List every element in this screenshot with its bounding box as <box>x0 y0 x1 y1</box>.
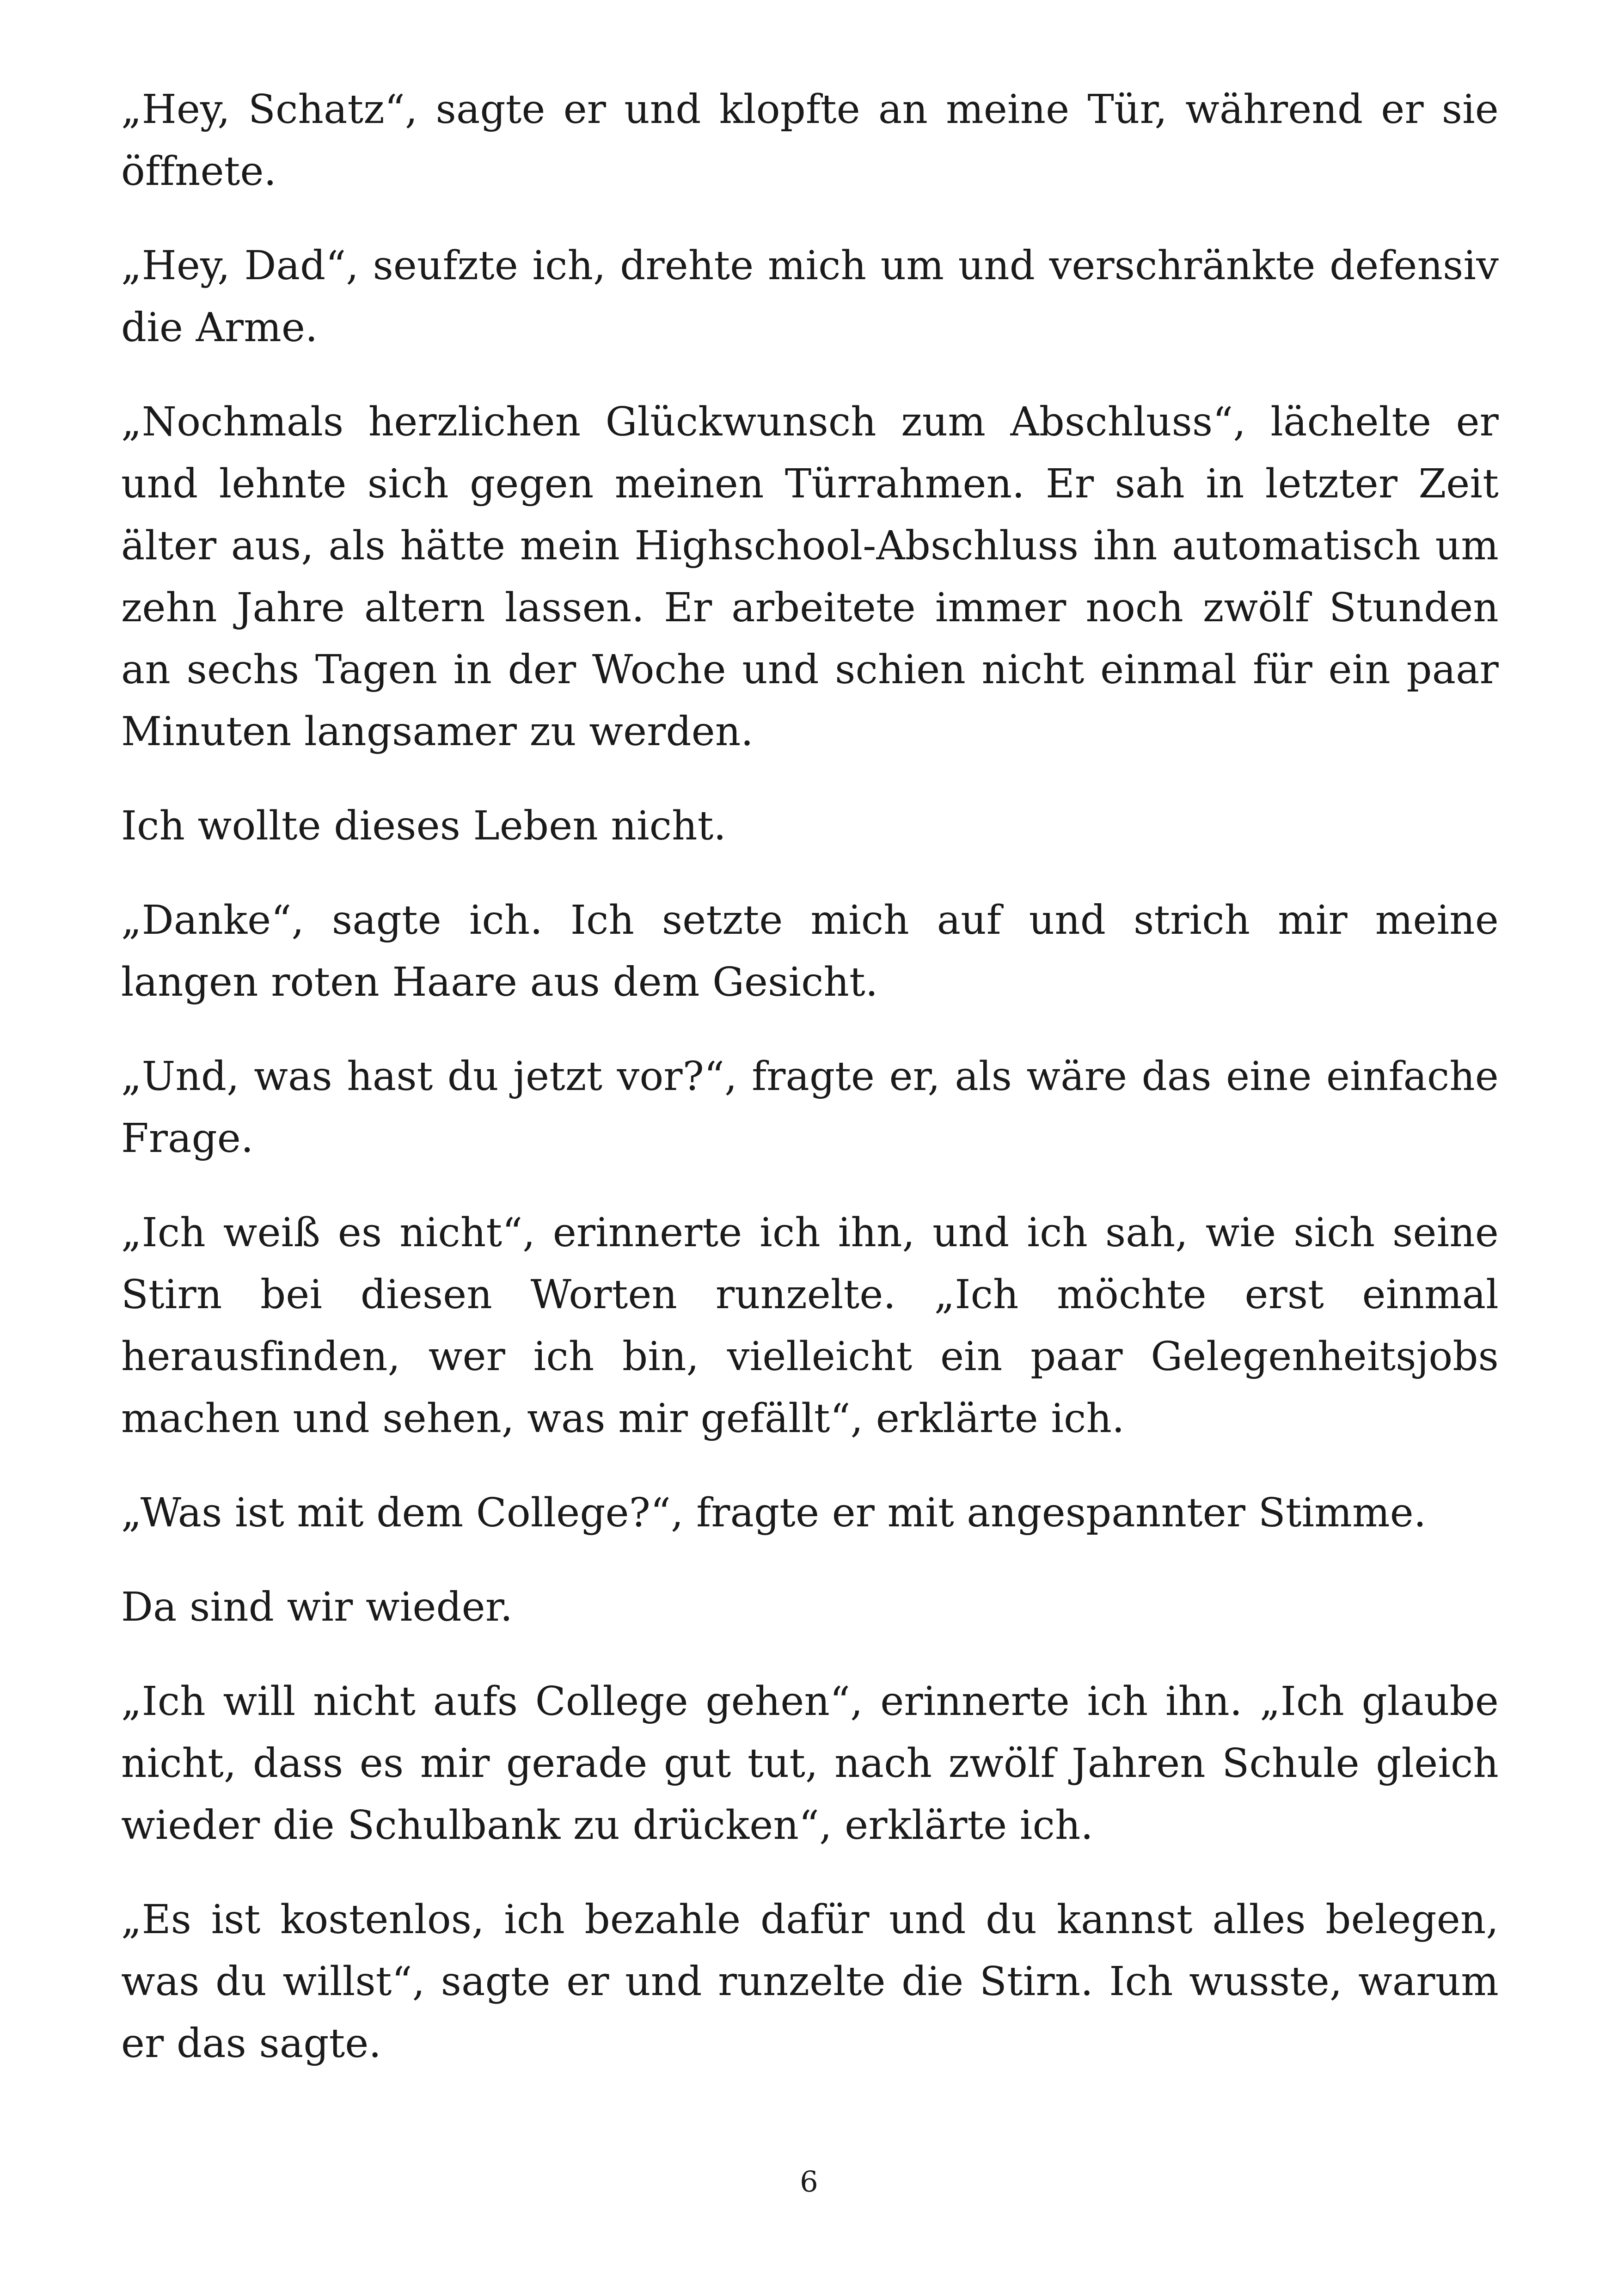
paragraph: Da sind wir wieder. <box>121 1584 513 1630</box>
paragraph: „Hey, Dad“, seufzte ich, drehte mich um und verschränkte defensiv die Arme. <box>121 243 1499 351</box>
paragraph: „Nochmals herzlichen Glückwunsch zum Abschluss“, lächelte er und lehnte sich gegen meinen Türrahmen. Er sah in letzter Zeit älter aus, als hätte mein Highschool-Abschluss ihn automatisch um zehn Jahre altern lassen. Er arbeitete immer noch zwölf Stunden an sechs Tagen in der Woche und schien nicht einmal für ein paar Minuten langsamer zu werden. <box>121 399 1499 755</box>
paragraph: „Es ist kostenlos, ich bezahle dafür und du kannst alles belegen, was du willst“, sagte er und runzelte die Stirn. Ich wusste, warum er das sagte. <box>121 1897 1499 2067</box>
paragraph: „Hey, Schatz“, sagte er und klopfte an meine Tür, während er sie öffnete. <box>121 86 1499 195</box>
paragraph: „Ich will nicht aufs College gehen“, erinnerte ich ihn. „Ich glaube nicht, dass es mir gerade gut tut, nach zwölf Jahren Schule gleich wieder die Schulbank zu drücken“, erklärte ich. <box>121 1678 1499 1849</box>
paragraph: „Danke“, sagte ich. Ich setzte mich auf und strich mir meine langen roten Haare aus dem Gesicht. <box>121 897 1499 1005</box>
paragraph: „Ich weiß es nicht“, erinnerte ich ihn, und ich sah, wie sich seine Stirn bei diesen Worten runzelte. „Ich möchte erst einmal herausfinden, wer ich bin, vielleicht ein paar Gelegenheitsjobs machen und sehen, was mir gefällt“, erklärte ich. <box>121 1210 1499 1442</box>
page-number: 6 <box>800 2165 818 2198</box>
page-body <box>121 79 1499 2107</box>
paragraph: „Was ist mit dem College?“, fragte er mit angespannter Stimme. <box>121 1490 1427 1536</box>
paragraph: Ich wollte dieses Leben nicht. <box>121 803 727 849</box>
paragraph: „Und, was hast du jetzt vor?“, fragte er, als wäre das eine einfache Frage. <box>121 1053 1499 1162</box>
